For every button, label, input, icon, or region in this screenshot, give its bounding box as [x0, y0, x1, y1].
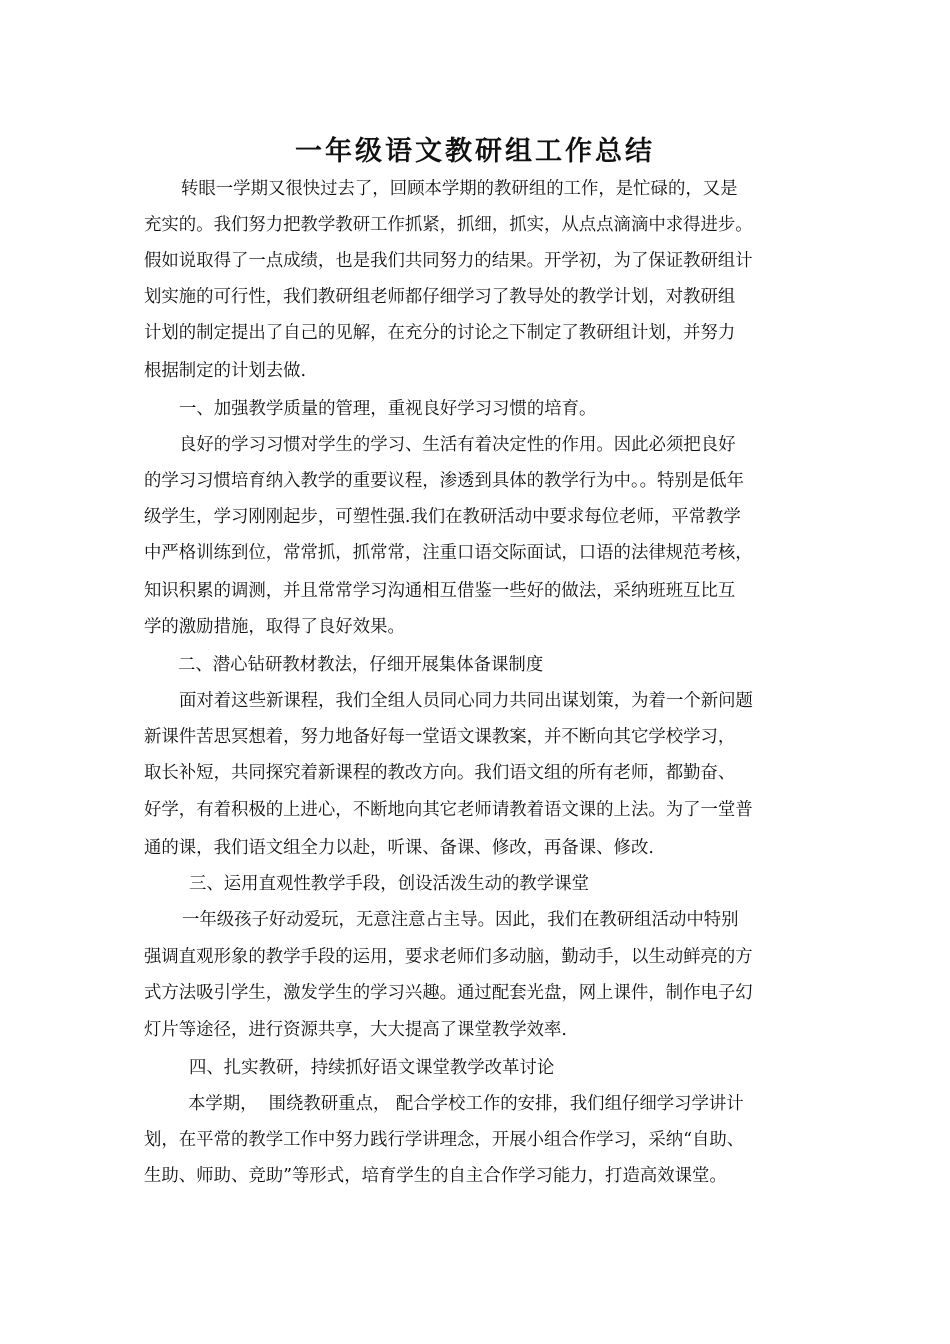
- paragraph-line: 良好的学习习惯对学生的学习、生活有着决定性的作用。因此必须把良好: [179, 435, 736, 455]
- section-heading: 三、运用直观性教学手段，创设活泼生动的教学课堂: [189, 874, 589, 894]
- paragraph-line: 生助、师助、竞助”等形式，培育学生的自主合作学习能力，打造高效课堂。: [144, 1166, 727, 1186]
- section-heading: 一、加强教学质量的管理，重视良好学习习惯的培育。: [179, 399, 597, 419]
- paragraph-line: 划，在平常的教学工作中努力践行学讲理念，开展小组合作学习，采纳“自助、: [144, 1130, 745, 1150]
- paragraph-line: 充实的。我们努力把教学教研工作抓紧，抓细，抓实，从点点滴滴中求得进步。: [144, 215, 753, 235]
- section-heading: 二、潜心钻研教材教法，仔细开展集体备课制度: [178, 655, 544, 675]
- paragraph-line: 通的课，我们语文组全力以赴，听课、备课、修改，再备课、修改.: [144, 838, 654, 858]
- paragraph-line: 假如说取得了一点成绩，也是我们共同努力的结果。开学初，为了保证教研组计: [144, 251, 753, 271]
- paragraph-line: 学的激励措施，取得了良好效果。: [144, 617, 405, 637]
- paragraph-line: 级学生，学习刚刚起步，可塑性强.我们在教研活动中要求每位老师，平常教学: [144, 507, 741, 527]
- paragraph-line: 的学习习惯培育纳入教学的重要议程，渗透到具体的教学行为中。。特别是低年: [144, 471, 744, 491]
- paragraph-line: 好学，有着积极的上进心，不断地向其它老师请教着语文课的上法。为了一堂普: [144, 800, 753, 820]
- section-heading: 四、扎实教研，持续抓好语文课堂教学改革讨论: [189, 1058, 555, 1078]
- paragraph-line: 转眼一学期又很快过去了，回顾本学期的教研组的工作，是忙碌的，又是: [181, 179, 738, 199]
- paragraph-line: 知识积累的调测，并且常常学习沟通相互借鉴一些好的做法，采纳班班互比互: [144, 581, 736, 601]
- paragraph-line: 中严格训练到位，常常抓，抓常常，注重口语交际面试，口语的法律规范考核，: [144, 543, 753, 563]
- paragraph-line: 式方法吸引学生，激发学生的学习兴趣。通过配套光盘，网上课件，制作电子幻: [144, 983, 753, 1003]
- paragraph-line: 新课件苦思冥想着，努力地备好每一堂语文课教案，并不断向其它学校学习，: [144, 727, 736, 747]
- paragraph-line: 计划的制定提出了自己的见解，在充分的讨论之下制定了教研组计划，并努力: [144, 323, 736, 343]
- document-title: 一年级语文教研组工作总结: [295, 136, 655, 167]
- paragraph-line: 根据制定的计划去做.: [144, 361, 307, 381]
- paragraph-line: 一年级孩子好动爱玩，无意注意占主导。因此，我们在教研组活动中特别: [182, 910, 739, 930]
- paragraph-line: 划实施的可行性，我们教研组老师都仔细学习了教导处的教学计划，对教研组: [144, 287, 736, 307]
- paragraph-line: 灯片等途径，进行资源共享，大大提高了课堂教学效率.: [144, 1020, 567, 1040]
- paragraph-line: 取长补短，共同探究着新课程的教改方向。我们语文组的所有老师，都勤奋、: [144, 763, 736, 783]
- paragraph-line: 本学期， 围绕教研重点， 配合学校工作的安排，我们组仔细学习学讲计: [188, 1094, 744, 1114]
- paragraph-line: 面对着这些新课程，我们全组人员同心同力共同出谋划策，为着一个新问题: [179, 691, 753, 711]
- paragraph-line: 强调直观形象的教学手段的运用，要求老师们多动脑，勤动手，以生动鲜亮的方: [144, 947, 753, 967]
